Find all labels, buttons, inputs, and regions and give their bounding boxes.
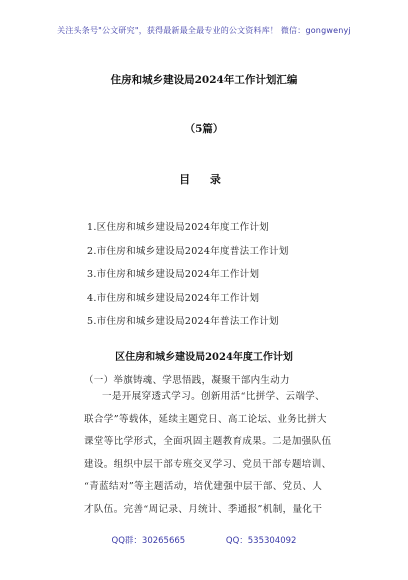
body-text-line: 建设。组织中层干部专班交叉学习、党员干部专题培训、	[84, 458, 332, 470]
body-text-line: “青蓝结对”等主题活动，培优建强中层干部、党员、人	[84, 481, 323, 492]
section-body	[84, 386, 354, 521]
table-of-contents	[87, 221, 289, 339]
toc-item[interactable]: 3.市住房和城乡建设局2024年工作计划	[87, 269, 260, 280]
qq-group-number: QQ群：30265665	[111, 536, 186, 546]
body-text-line: 课堂等比学形式，全面巩固主题教育成果。二是加强队伍	[84, 436, 332, 447]
header-banner: 关注头条号"公文研究"，获得最新最全最专业的公文资料库！ 微信：gongwenyj	[57, 26, 351, 35]
toc-item[interactable]: 1.区住房和城乡建设局2024年度工作计划	[87, 222, 270, 233]
article-count: （5篇）	[184, 123, 224, 135]
body-text-line: 才队伍。完善“周记录、月统计、季通报”机制，量化干	[84, 503, 323, 515]
toc-item[interactable]: 2.市住房和城乡建设局2024年度普法工作计划	[87, 245, 289, 257]
body-text-line: 一是开展穿透式学习。创新用活“比拼学、云端学、	[102, 391, 326, 402]
section-sub-heading: （一）举旗铸魂、学思悟践，凝聚干部内生动力	[84, 375, 290, 386]
document-title: 住房和城乡建设局2024年工作计划汇编	[110, 74, 298, 86]
toc-item[interactable]: 4.市住房和城乡建设局2024年工作计划	[87, 292, 260, 304]
section-title: 区住房和城乡建设局2024年度工作计划	[115, 352, 293, 363]
footer-contact	[0, 534, 408, 546]
toc-heading: 目 录	[179, 173, 229, 186]
body-text-line: 联合学”等载体，延续主题党日、高工论坛、业务比拼大	[84, 413, 327, 425]
qq-number: QQ：535304092	[225, 536, 297, 546]
toc-item[interactable]: 5.市住房和城乡建设局2024年普法工作计划	[87, 316, 279, 327]
